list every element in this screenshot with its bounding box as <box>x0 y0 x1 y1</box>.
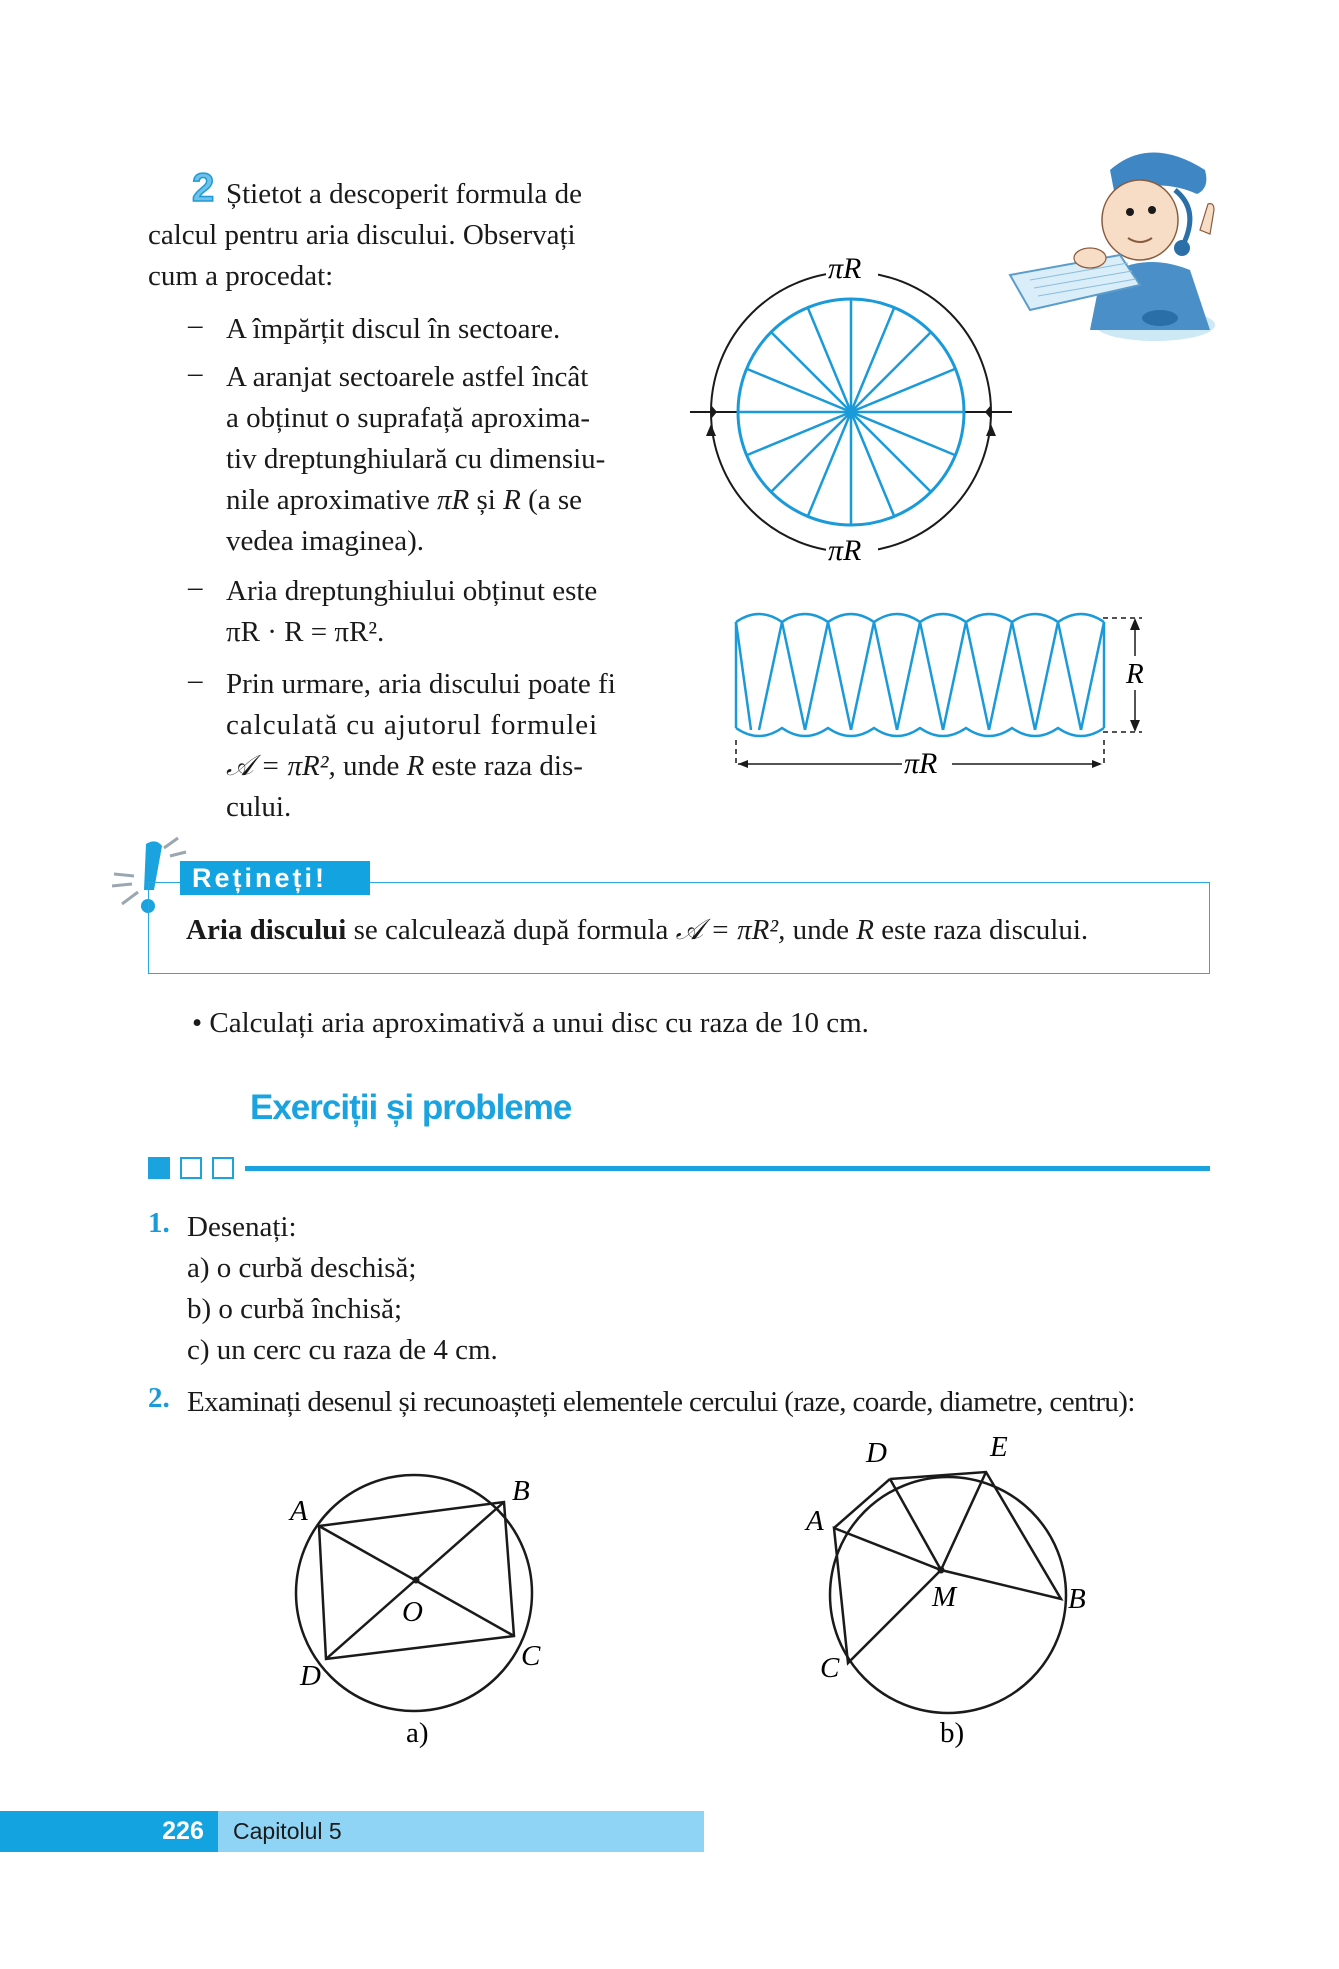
sector-edge <box>759 622 782 730</box>
var-r: R <box>406 750 425 782</box>
rect-triangles <box>736 622 1104 730</box>
step-2-line-1: A aranjat sectoarele astfel încât <box>226 361 589 393</box>
section-title: Exerciții și probleme <box>250 1088 572 1127</box>
sector-edge <box>966 622 989 730</box>
rearranged-rectangle <box>736 614 1148 780</box>
label-c: C <box>521 1640 541 1672</box>
disc-sectors <box>738 299 964 525</box>
section-rule <box>245 1166 1210 1171</box>
step-2-text: și <box>476 484 496 516</box>
exercise-1-text: Desenați: <box>187 1211 297 1243</box>
exercise-1 <box>187 1207 498 1371</box>
dash: – <box>188 357 203 389</box>
step-2-line-4 <box>226 480 628 521</box>
bullet-task: • Calculați aria aproximativă a unui disc cu raza de 10 cm. <box>192 1007 869 1039</box>
sector-edge <box>943 622 966 730</box>
sector-edge <box>1081 622 1104 730</box>
step-2-line-3: tiv dreptunghiulară cu dimensiu- <box>226 443 606 475</box>
disc-spoke <box>851 332 931 412</box>
sector-edge <box>805 622 828 730</box>
label-a: A <box>806 1505 824 1537</box>
intro-line-3: cum a procedat: <box>148 260 334 292</box>
step-2-line-5: vedea imaginea). <box>226 525 425 557</box>
arrow-left <box>711 405 717 419</box>
exercise-2-text: Examinați desenul și recunoașteți elementele cercului (raze, coarde, diametre, centru): <box>187 1386 1135 1418</box>
retine-text-3: este raza discului. <box>881 914 1089 946</box>
exercise-1-a: a) o curbă deschisă; <box>187 1252 417 1284</box>
exercise-1-b: b) o curbă închisă; <box>187 1293 403 1325</box>
exercise-1-number: 1. <box>148 1207 170 1239</box>
step-3-line-1: Aria dreptunghiului obținut este <box>226 575 598 607</box>
label-b: B <box>512 1475 530 1507</box>
sector-edge <box>1012 622 1035 730</box>
sector-edge <box>989 622 1012 730</box>
chapter-label: Capitolul 5 <box>233 1818 342 1844</box>
label-b: B <box>1068 1583 1086 1615</box>
step-4-line-4: cului. <box>226 791 292 823</box>
sector-edge <box>897 622 920 730</box>
label-d: D <box>866 1437 887 1469</box>
rect-bottom-arcs <box>736 728 1104 736</box>
area-formula: 𝒜 = πR², <box>226 750 336 782</box>
arrow-left-up <box>706 424 716 436</box>
caption-a: a) <box>406 1717 429 1749</box>
sector-edge <box>874 622 897 730</box>
square-empty <box>180 1157 202 1179</box>
step-4-text: unde <box>342 750 400 782</box>
label-bottom-pi-r: πR <box>828 534 862 567</box>
retine-text <box>186 910 1088 951</box>
arrow-right-up <box>986 424 996 436</box>
intro-line-1: Știetot a descoperit formula de <box>226 178 582 210</box>
step-2-text: nile aproximative <box>226 484 430 516</box>
exercise-1-c: c) un cerc cu raza de 4 cm. <box>187 1334 498 1366</box>
step-4-line-2: calculată cu ajutorul formulei <box>226 709 599 741</box>
mouse <box>1142 310 1178 326</box>
rect-top-arcs <box>736 614 1104 622</box>
label-o: O <box>402 1596 423 1628</box>
sector-edge <box>736 622 751 730</box>
segment-em <box>941 1472 986 1570</box>
sector-edge <box>782 622 805 730</box>
retine-bold: Aria discului <box>186 914 347 946</box>
square-filled <box>148 1157 170 1179</box>
pi-r: πR <box>437 484 470 516</box>
page-number: 226 <box>148 1811 218 1852</box>
retine-text-1: se calculează după formula <box>353 914 669 946</box>
exercise-2-number: 2. <box>148 1382 170 1414</box>
var-r: R <box>503 484 521 516</box>
label-c: C <box>820 1652 840 1684</box>
figure-a <box>280 1440 580 1760</box>
disc-spoke <box>771 412 851 492</box>
square-empty <box>212 1157 234 1179</box>
dash: – <box>188 571 203 603</box>
step-3 <box>226 571 628 653</box>
dash: – <box>188 664 203 696</box>
label-rect-pi-r: πR <box>904 747 938 780</box>
section-number: 2 <box>192 166 215 210</box>
step-4 <box>226 664 628 828</box>
section-2-intro <box>148 166 638 297</box>
footer-accent <box>0 1811 148 1852</box>
chord-ad <box>834 1479 890 1528</box>
label-m: M <box>932 1581 957 1613</box>
label-a: A <box>290 1495 308 1527</box>
step-1-text: A împărțit discul în sectoare. <box>226 313 561 345</box>
sector-edge <box>920 622 943 730</box>
retine-tab: Rețineți! <box>180 861 370 895</box>
disc-spoke <box>771 332 851 412</box>
figure-b <box>790 1420 1110 1760</box>
intro-line-2: calcul pentru aria discului. Observați <box>148 219 576 251</box>
chords-and-radii <box>834 1472 1061 1663</box>
step-4-line-3 <box>226 746 628 787</box>
label-d: D <box>300 1660 321 1692</box>
label-top-pi-r: πR <box>828 252 862 285</box>
step-1 <box>226 309 628 350</box>
boy-at-keyboard-illustration <box>990 150 1230 350</box>
step-4-line-1: Prin urmare, aria discului poate fi <box>226 668 616 700</box>
dash: – <box>188 309 203 341</box>
step-2-text: (a se <box>528 484 582 516</box>
retine-text-2: unde <box>792 914 849 946</box>
segment-dm <box>890 1479 941 1570</box>
caption-b: b) <box>940 1717 965 1749</box>
step-4-text: este raza dis- <box>431 750 583 782</box>
sector-edge <box>828 622 851 730</box>
retine-formula: 𝒜 = πR², <box>675 914 786 946</box>
sector-edge <box>1058 622 1081 730</box>
step-2-line-2: a obținut o suprafață aproxima- <box>226 402 590 434</box>
retine-var: R <box>856 914 874 946</box>
step-2 <box>226 357 628 562</box>
center-o <box>413 1577 420 1584</box>
sector-edge <box>1035 622 1058 730</box>
disc-spoke <box>851 412 931 492</box>
circle-a <box>296 1475 532 1711</box>
label-rect-r: R <box>1126 658 1144 690</box>
arrow-right <box>985 405 991 419</box>
face <box>1102 180 1178 260</box>
label-e: E <box>990 1431 1008 1463</box>
sector-edge <box>851 622 874 730</box>
step-3-formula: πR · R = πR². <box>226 616 385 648</box>
point-m <box>938 1567 945 1574</box>
